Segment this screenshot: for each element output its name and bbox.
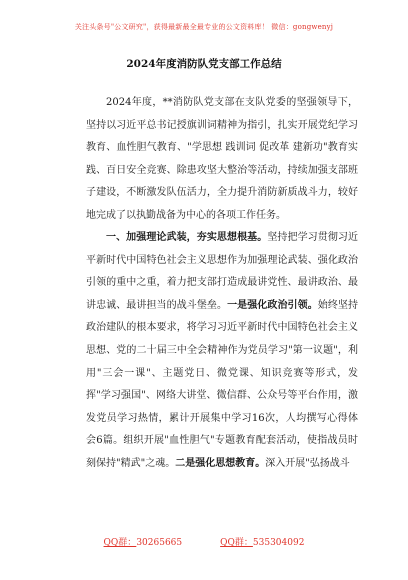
section-text-c: 深入开展"弘扬战斗 bbox=[265, 457, 350, 469]
qq-value-2: 535304092 bbox=[252, 538, 305, 548]
header-notice: 关注头条号"公文研究"，获得最新最全最专业的公文资料库！ 微信：gongwenyj bbox=[74, 23, 334, 31]
qq-value-1: 30265665 bbox=[136, 538, 183, 548]
subheading-1: 一是强化政治引领。 bbox=[227, 299, 318, 311]
footer-contacts bbox=[0, 535, 408, 548]
qq-group-2 bbox=[220, 535, 304, 548]
qq-label-2: QQ群： bbox=[220, 538, 253, 548]
document-title: 2024年度消防队党支部工作总结 bbox=[126, 58, 282, 70]
qq-label-1: QQ群： bbox=[103, 538, 137, 548]
section-text-a: 坚持把学习贯彻习近平新时代中国特色社会主义思想作为加强理论武装、强化政治引领的重中之重，着力把支部打造成最讲党性、最讲政治、最讲忠诚、最讲担当的战斗堡垒。 bbox=[86, 232, 359, 311]
paragraph-section-1 bbox=[86, 227, 358, 476]
qq-group-1 bbox=[104, 535, 183, 548]
section-text-b: 始终坚持政治建队的根本要求，将学习习近平新时代中国特色社会主义思想、党的二十届三中全会精神作为党员学习"第一议题"，利用"三会一课"、主题党日、微党课、知识竞赛等形式，发挥"学习强国"、网络大讲堂、微信群、公众号等平台作用，激发党员学习热情，累计开展集中学习16次，人均撰写心得体会6篇。组织开展"血性胆气"专题教育配套活动，使指战员时刻保持"精武"之魂。 bbox=[86, 299, 359, 469]
paragraph-intro: 2024年度，**消防队党支部在支队党委的坚强领导下，坚持以习近平总书记授旗训词精神为指引，扎实开展党纪学习教育、血性胆气教育、"学思想 践训词 促改革 建新功"教育实践、百日安全竞赛、除患攻坚大整治等活动，持续加强支部班子建设，不断激发队伍活力，全力提升消防新质战斗力，较好地完成了以执勤战备为中心的各项工作任务。 bbox=[86, 97, 358, 221]
section-heading: 一、加强理论武装，夯实思想根基。 bbox=[106, 232, 268, 243]
subheading-2: 二是强化思想教育。 bbox=[175, 457, 266, 469]
